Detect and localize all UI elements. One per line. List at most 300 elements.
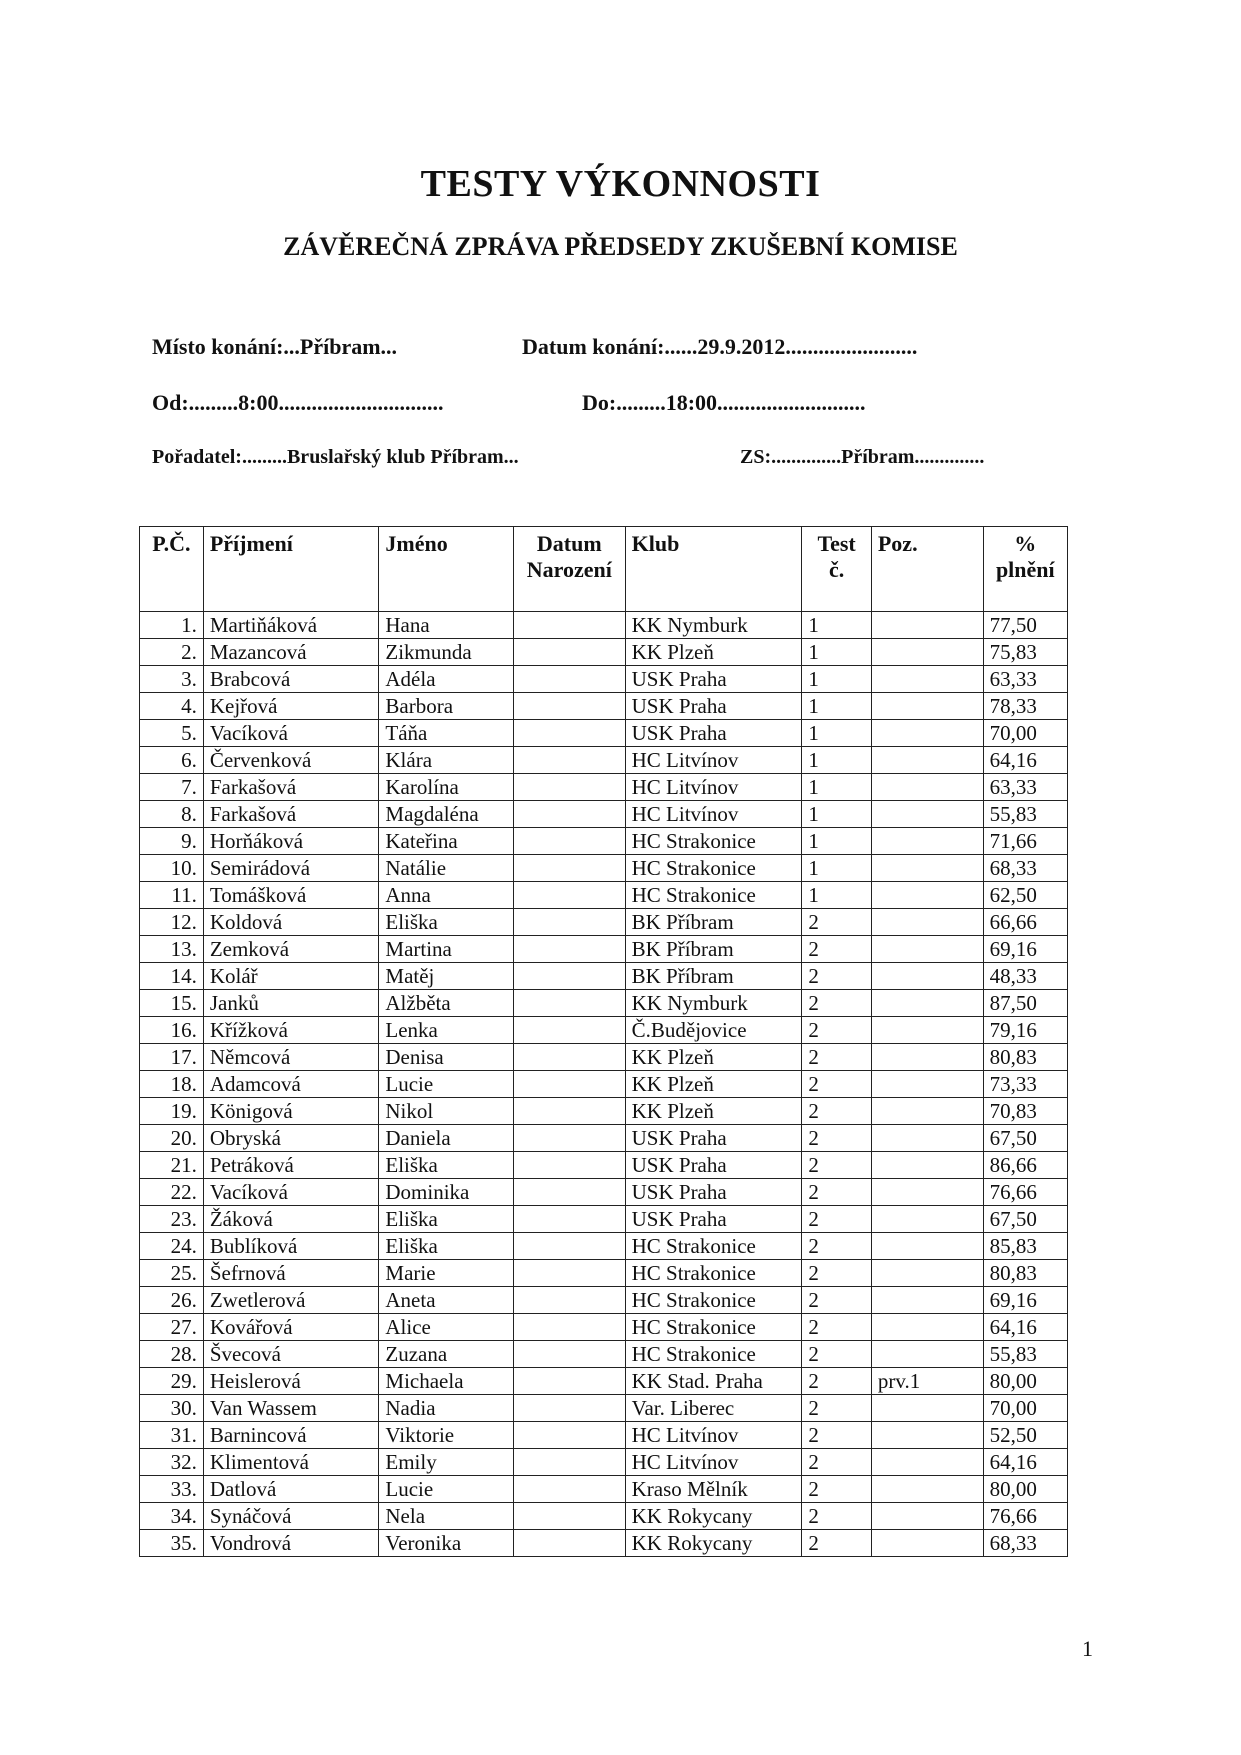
cell-pc: 10.	[140, 855, 204, 882]
cell-datum	[513, 612, 625, 639]
header-pct-line2: plnění	[995, 557, 1055, 582]
cell-poz	[871, 909, 983, 936]
cell-poz	[871, 936, 983, 963]
cell-plneni: 70,00	[983, 1395, 1067, 1422]
table-row	[140, 1179, 1068, 1206]
cell-pc: 33.	[140, 1476, 204, 1503]
cell-plneni: 69,16	[983, 936, 1067, 963]
cell-klub: KK Nymburk	[625, 990, 802, 1017]
cell-jmeno: Lucie	[379, 1071, 514, 1098]
cell-pc: 11.	[140, 882, 204, 909]
cell-pc: 35.	[140, 1530, 204, 1557]
cell-datum	[513, 1530, 625, 1557]
cell-test: 1	[802, 747, 872, 774]
table-row	[140, 936, 1068, 963]
cell-klub: KK Plzeň	[625, 1071, 802, 1098]
cell-plneni: 66,66	[983, 909, 1067, 936]
cell-test: 2	[802, 936, 872, 963]
cell-prijmeni: Brabcová	[203, 666, 379, 693]
cell-pc: 22.	[140, 1179, 204, 1206]
cell-poz	[871, 855, 983, 882]
cell-klub: BK Příbram	[625, 963, 802, 990]
cell-klub: USK Praha	[625, 720, 802, 747]
table-row	[140, 720, 1068, 747]
table-row	[140, 1314, 1068, 1341]
cell-klub: USK Praha	[625, 1206, 802, 1233]
cell-pc: 3.	[140, 666, 204, 693]
cell-test: 2	[802, 1125, 872, 1152]
cell-pc: 8.	[140, 801, 204, 828]
cell-poz	[871, 882, 983, 909]
cell-jmeno: Eliška	[379, 1206, 514, 1233]
page-number: 1	[1082, 1636, 1093, 1661]
cell-poz	[871, 1206, 983, 1233]
cell-test: 1	[802, 882, 872, 909]
cell-jmeno: Eliška	[379, 1152, 514, 1179]
cell-plneni: 80,83	[983, 1044, 1067, 1071]
cell-plneni: 52,50	[983, 1422, 1067, 1449]
cell-pc: 5.	[140, 720, 204, 747]
table-row	[140, 909, 1068, 936]
document-title: TESTY VÝKONNOSTI	[420, 163, 821, 205]
cell-test: 2	[802, 963, 872, 990]
table-row	[140, 1125, 1068, 1152]
cell-datum	[513, 693, 625, 720]
cell-jmeno: Zuzana	[379, 1341, 514, 1368]
cell-jmeno: Nela	[379, 1503, 514, 1530]
cell-prijmeni: Bublíková	[203, 1233, 379, 1260]
table-row	[140, 1530, 1068, 1557]
cell-poz	[871, 990, 983, 1017]
cell-jmeno: Denisa	[379, 1044, 514, 1071]
cell-pc: 15.	[140, 990, 204, 1017]
cell-poz	[871, 774, 983, 801]
cell-test: 1	[802, 801, 872, 828]
cell-datum	[513, 774, 625, 801]
table-row	[140, 1260, 1068, 1287]
cell-poz	[871, 1287, 983, 1314]
cell-pc: 34.	[140, 1503, 204, 1530]
cell-jmeno: Veronika	[379, 1530, 514, 1557]
cell-plneni: 62,50	[983, 882, 1067, 909]
cell-datum	[513, 1125, 625, 1152]
cell-poz	[871, 1233, 983, 1260]
cell-jmeno: Magdaléna	[379, 801, 514, 828]
cell-test: 2	[802, 1368, 872, 1395]
cell-plneni: 73,33	[983, 1071, 1067, 1098]
cell-prijmeni: Petráková	[203, 1152, 379, 1179]
cell-klub: HC Strakonice	[625, 1314, 802, 1341]
cell-klub: Var. Liberec	[625, 1395, 802, 1422]
cell-pc: 1.	[140, 612, 204, 639]
cell-poz	[871, 639, 983, 666]
cell-pc: 20.	[140, 1125, 204, 1152]
cell-jmeno: Viktorie	[379, 1422, 514, 1449]
cell-datum	[513, 1503, 625, 1530]
cell-plneni: 63,33	[983, 666, 1067, 693]
cell-datum	[513, 666, 625, 693]
cell-pc: 24.	[140, 1233, 204, 1260]
cell-datum	[513, 747, 625, 774]
cell-jmeno: Eliška	[379, 909, 514, 936]
results-table	[139, 526, 1068, 1557]
cell-pc: 16.	[140, 1017, 204, 1044]
cell-poz	[871, 1503, 983, 1530]
cell-jmeno: Eliška	[379, 1233, 514, 1260]
cell-plneni: 64,16	[983, 747, 1067, 774]
cell-datum	[513, 1071, 625, 1098]
table-row	[140, 1152, 1068, 1179]
cell-plneni: 64,16	[983, 1449, 1067, 1476]
cell-klub: Č.Budějovice	[625, 1017, 802, 1044]
cell-klub: HC Strakonice	[625, 1233, 802, 1260]
cell-prijmeni: Němcová	[203, 1044, 379, 1071]
table-row	[140, 1233, 1068, 1260]
cell-jmeno: Lucie	[379, 1476, 514, 1503]
cell-test: 2	[802, 1476, 872, 1503]
header-jmeno: Jméno	[379, 527, 514, 612]
cell-test: 1	[802, 639, 872, 666]
cell-poz	[871, 1071, 983, 1098]
table-row	[140, 801, 1068, 828]
cell-jmeno: Táňa	[379, 720, 514, 747]
table-row	[140, 693, 1068, 720]
table-row	[140, 1098, 1068, 1125]
cell-datum	[513, 855, 625, 882]
cell-pc: 2.	[140, 639, 204, 666]
cell-prijmeni: Kovářová	[203, 1314, 379, 1341]
table-row	[140, 639, 1068, 666]
cell-prijmeni: Žáková	[203, 1206, 379, 1233]
cell-test: 2	[802, 1098, 872, 1125]
cell-plneni: 70,83	[983, 1098, 1067, 1125]
cell-test: 2	[802, 1422, 872, 1449]
cell-pc: 13.	[140, 936, 204, 963]
cell-pc: 21.	[140, 1152, 204, 1179]
cell-pc: 27.	[140, 1314, 204, 1341]
cell-datum	[513, 1314, 625, 1341]
cell-jmeno: Barbora	[379, 693, 514, 720]
cell-klub: HC Litvínov	[625, 747, 802, 774]
cell-prijmeni: Janků	[203, 990, 379, 1017]
cell-pc: 9.	[140, 828, 204, 855]
cell-klub: USK Praha	[625, 666, 802, 693]
cell-jmeno: Karolína	[379, 774, 514, 801]
cell-pc: 30.	[140, 1395, 204, 1422]
cell-plneni: 76,66	[983, 1179, 1067, 1206]
cell-prijmeni: Červenková	[203, 747, 379, 774]
cell-poz	[871, 1017, 983, 1044]
cell-test: 1	[802, 720, 872, 747]
cell-klub: HC Litvínov	[625, 801, 802, 828]
cell-test: 2	[802, 1503, 872, 1530]
cell-prijmeni: Semirádová	[203, 855, 379, 882]
cell-datum	[513, 882, 625, 909]
cell-pc: 7.	[140, 774, 204, 801]
cell-prijmeni: Martiňáková	[203, 612, 379, 639]
cell-jmeno: Klára	[379, 747, 514, 774]
cell-prijmeni: Kolář	[203, 963, 379, 990]
cell-plneni: 67,50	[983, 1206, 1067, 1233]
table-row	[140, 1071, 1068, 1098]
cell-klub: KK Plzeň	[625, 1098, 802, 1125]
cell-klub: HC Strakonice	[625, 828, 802, 855]
cell-jmeno: Lenka	[379, 1017, 514, 1044]
table-row	[140, 1044, 1068, 1071]
cell-plneni: 78,33	[983, 693, 1067, 720]
cell-poz	[871, 1341, 983, 1368]
cell-poz	[871, 1476, 983, 1503]
cell-klub: USK Praha	[625, 693, 802, 720]
cell-test: 1	[802, 774, 872, 801]
cell-pc: 17.	[140, 1044, 204, 1071]
cell-klub: HC Litvínov	[625, 1422, 802, 1449]
cell-test: 1	[802, 828, 872, 855]
cell-datum	[513, 909, 625, 936]
cell-jmeno: Alice	[379, 1314, 514, 1341]
cell-klub: HC Strakonice	[625, 882, 802, 909]
cell-plneni: 75,83	[983, 639, 1067, 666]
cell-test: 2	[802, 1206, 872, 1233]
cell-prijmeni: Van Wassem	[203, 1395, 379, 1422]
table-row	[140, 1341, 1068, 1368]
cell-klub: KK Nymburk	[625, 612, 802, 639]
table-row	[140, 1476, 1068, 1503]
cell-jmeno: Kateřina	[379, 828, 514, 855]
cell-plneni: 87,50	[983, 990, 1067, 1017]
cell-prijmeni: Barnincová	[203, 1422, 379, 1449]
cell-klub: BK Příbram	[625, 909, 802, 936]
meta-datum-konani: Datum konání:......29.9.2012........................	[522, 334, 918, 359]
table-row	[140, 1503, 1068, 1530]
cell-jmeno: Daniela	[379, 1125, 514, 1152]
cell-datum	[513, 801, 625, 828]
cell-poz: prv.1	[871, 1368, 983, 1395]
cell-datum	[513, 990, 625, 1017]
meta-zs: ZS:..............Příbram..............	[740, 446, 985, 468]
cell-prijmeni: Adamcová	[203, 1071, 379, 1098]
cell-plneni: 64,16	[983, 1314, 1067, 1341]
cell-prijmeni: Heislerová	[203, 1368, 379, 1395]
cell-pc: 12.	[140, 909, 204, 936]
table-row	[140, 963, 1068, 990]
cell-test: 2	[802, 1233, 872, 1260]
cell-klub: KK Rokycany	[625, 1503, 802, 1530]
table-row	[140, 1449, 1068, 1476]
cell-prijmeni: Mazancová	[203, 639, 379, 666]
cell-poz	[871, 1260, 983, 1287]
cell-prijmeni: Farkašová	[203, 801, 379, 828]
cell-datum	[513, 1260, 625, 1287]
cell-jmeno: Martina	[379, 936, 514, 963]
cell-klub: KK Stad. Praha	[625, 1368, 802, 1395]
cell-plneni: 67,50	[983, 1125, 1067, 1152]
cell-plneni: 55,83	[983, 1341, 1067, 1368]
cell-klub: KK Plzeň	[625, 1044, 802, 1071]
cell-prijmeni: Koldová	[203, 909, 379, 936]
cell-poz	[871, 747, 983, 774]
cell-prijmeni: Farkašová	[203, 774, 379, 801]
cell-prijmeni: Datlová	[203, 1476, 379, 1503]
header-test-line2: č.	[828, 557, 845, 582]
cell-klub: HC Strakonice	[625, 1341, 802, 1368]
cell-jmeno: Aneta	[379, 1287, 514, 1314]
cell-test: 2	[802, 1071, 872, 1098]
cell-klub: HC Strakonice	[625, 1287, 802, 1314]
cell-datum	[513, 1476, 625, 1503]
cell-pc: 23.	[140, 1206, 204, 1233]
cell-prijmeni: Vacíková	[203, 1179, 379, 1206]
cell-prijmeni: Šefrnová	[203, 1260, 379, 1287]
cell-pc: 26.	[140, 1287, 204, 1314]
cell-klub: KK Rokycany	[625, 1530, 802, 1557]
cell-datum	[513, 828, 625, 855]
results-table-body	[140, 612, 1068, 1557]
cell-jmeno: Anna	[379, 882, 514, 909]
header-plneni	[983, 527, 1067, 612]
header-datum-narozeni	[513, 527, 625, 612]
cell-test: 1	[802, 693, 872, 720]
cell-jmeno: Emily	[379, 1449, 514, 1476]
cell-jmeno: Matěj	[379, 963, 514, 990]
cell-poz	[871, 1530, 983, 1557]
cell-datum	[513, 1233, 625, 1260]
cell-jmeno: Natálie	[379, 855, 514, 882]
results-table-header	[140, 527, 1068, 612]
cell-plneni: 63,33	[983, 774, 1067, 801]
cell-test: 2	[802, 1260, 872, 1287]
cell-plneni: 85,83	[983, 1233, 1067, 1260]
cell-poz	[871, 1314, 983, 1341]
cell-poz	[871, 1098, 983, 1125]
meta-misto-konani: Místo konání:...Příbram...	[152, 334, 398, 359]
cell-test: 2	[802, 1530, 872, 1557]
cell-poz	[871, 963, 983, 990]
cell-prijmeni: Tomášková	[203, 882, 379, 909]
cell-plneni: 55,83	[983, 801, 1067, 828]
cell-klub: HC Strakonice	[625, 1260, 802, 1287]
cell-plneni: 71,66	[983, 828, 1067, 855]
cell-plneni: 80,83	[983, 1260, 1067, 1287]
cell-prijmeni: Königová	[203, 1098, 379, 1125]
cell-jmeno: Adéla	[379, 666, 514, 693]
table-row	[140, 855, 1068, 882]
cell-plneni: 48,33	[983, 963, 1067, 990]
cell-plneni: 80,00	[983, 1368, 1067, 1395]
cell-datum	[513, 1044, 625, 1071]
cell-klub: USK Praha	[625, 1152, 802, 1179]
cell-test: 2	[802, 1449, 872, 1476]
cell-poz	[871, 801, 983, 828]
cell-test: 2	[802, 1044, 872, 1071]
cell-datum	[513, 1179, 625, 1206]
cell-datum	[513, 1287, 625, 1314]
cell-klub: Kraso Mělník	[625, 1476, 802, 1503]
cell-test: 2	[802, 1179, 872, 1206]
cell-test: 2	[802, 1395, 872, 1422]
header-pc: P.Č.	[140, 527, 204, 612]
cell-jmeno: Marie	[379, 1260, 514, 1287]
cell-datum	[513, 1368, 625, 1395]
header-test-line1: Test	[817, 531, 856, 556]
cell-test: 2	[802, 1287, 872, 1314]
cell-test: 2	[802, 1017, 872, 1044]
header-prijmeni: Příjmení	[203, 527, 379, 612]
cell-pc: 4.	[140, 693, 204, 720]
table-row	[140, 1422, 1068, 1449]
header-klub: Klub	[625, 527, 802, 612]
cell-prijmeni: Horňáková	[203, 828, 379, 855]
cell-plneni: 80,00	[983, 1476, 1067, 1503]
cell-poz	[871, 1125, 983, 1152]
cell-datum	[513, 1422, 625, 1449]
cell-pc: 19.	[140, 1098, 204, 1125]
table-row	[140, 612, 1068, 639]
cell-prijmeni: Synáčová	[203, 1503, 379, 1530]
cell-test: 2	[802, 909, 872, 936]
cell-pc: 31.	[140, 1422, 204, 1449]
cell-test: 1	[802, 612, 872, 639]
cell-prijmeni: Křížková	[203, 1017, 379, 1044]
cell-pc: 6.	[140, 747, 204, 774]
cell-plneni: 68,33	[983, 855, 1067, 882]
cell-datum	[513, 1341, 625, 1368]
header-datum-line1: Datum	[536, 531, 602, 556]
cell-prijmeni: Kejřová	[203, 693, 379, 720]
cell-plneni: 77,50	[983, 612, 1067, 639]
cell-plneni: 76,66	[983, 1503, 1067, 1530]
cell-poz	[871, 693, 983, 720]
cell-jmeno: Nikol	[379, 1098, 514, 1125]
cell-plneni: 69,16	[983, 1287, 1067, 1314]
header-poz: Poz.	[871, 527, 983, 612]
cell-prijmeni: Švecová	[203, 1341, 379, 1368]
cell-datum	[513, 1017, 625, 1044]
table-row	[140, 1368, 1068, 1395]
cell-datum	[513, 639, 625, 666]
cell-pc: 18.	[140, 1071, 204, 1098]
cell-datum	[513, 1206, 625, 1233]
cell-datum	[513, 1449, 625, 1476]
cell-poz	[871, 1422, 983, 1449]
cell-pc: 28.	[140, 1341, 204, 1368]
cell-pc: 14.	[140, 963, 204, 990]
cell-poz	[871, 1044, 983, 1071]
table-row	[140, 666, 1068, 693]
cell-prijmeni: Obryská	[203, 1125, 379, 1152]
cell-test: 2	[802, 1341, 872, 1368]
cell-jmeno: Zikmunda	[379, 639, 514, 666]
cell-datum	[513, 1098, 625, 1125]
header-pct-line1: %	[1014, 531, 1037, 556]
header-test	[802, 527, 872, 612]
table-row	[140, 1206, 1068, 1233]
cell-prijmeni: Zwetlerová	[203, 1287, 379, 1314]
cell-poz	[871, 720, 983, 747]
cell-datum	[513, 963, 625, 990]
cell-klub: HC Litvínov	[625, 774, 802, 801]
cell-pc: 29.	[140, 1368, 204, 1395]
cell-poz	[871, 828, 983, 855]
meta-poradatel: Pořadatel:.........Bruslařský klub Příbram...	[152, 446, 519, 468]
cell-jmeno: Alžběta	[379, 990, 514, 1017]
cell-test: 2	[802, 1314, 872, 1341]
cell-klub: BK Příbram	[625, 936, 802, 963]
cell-klub: KK Plzeň	[625, 639, 802, 666]
cell-test: 1	[802, 855, 872, 882]
cell-test: 2	[802, 990, 872, 1017]
cell-poz	[871, 1179, 983, 1206]
